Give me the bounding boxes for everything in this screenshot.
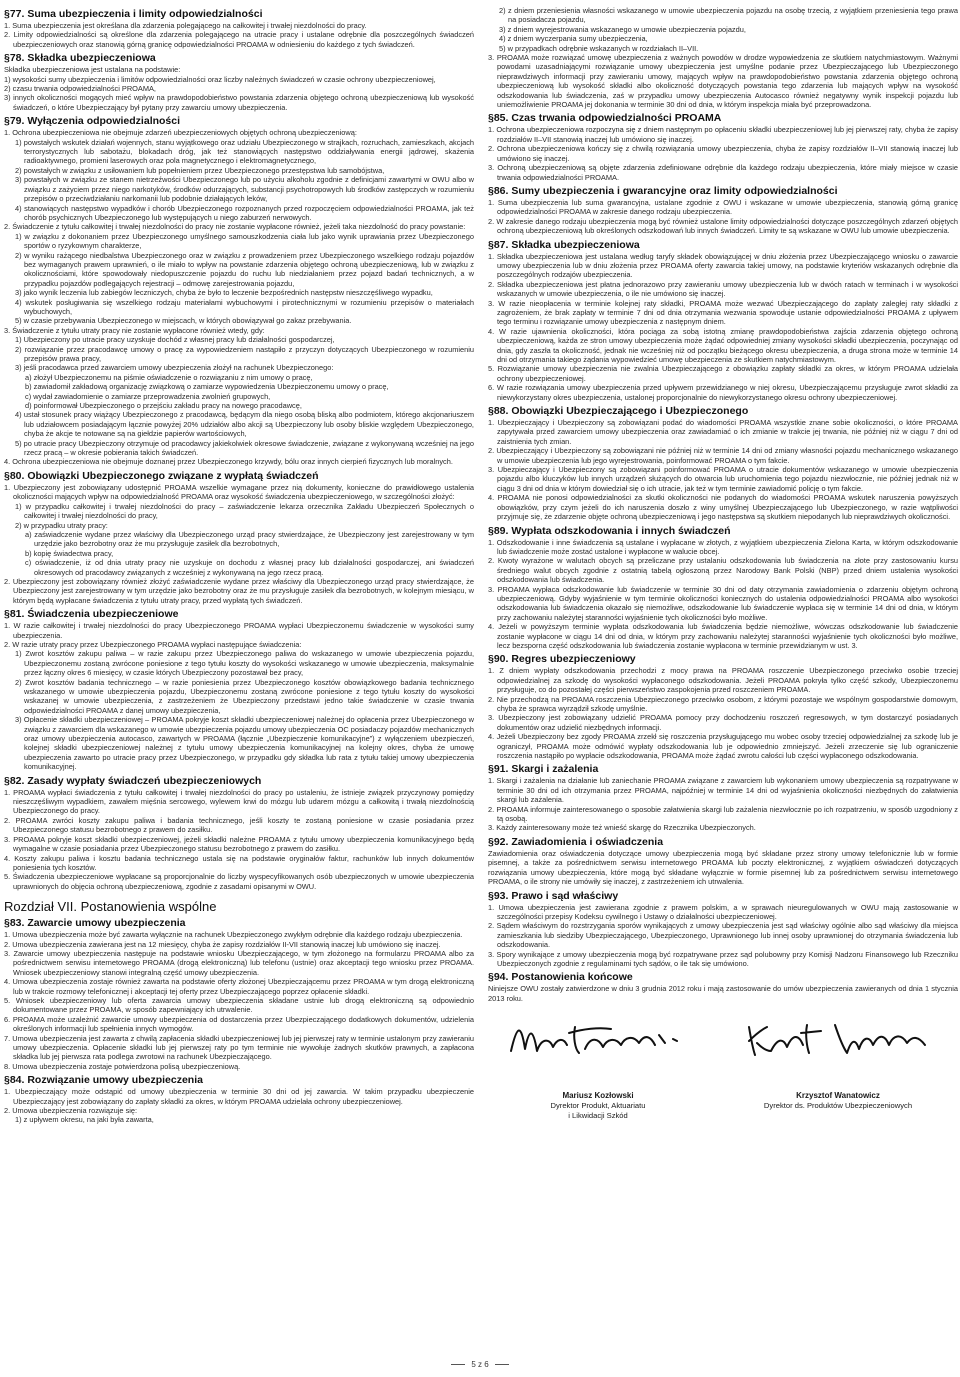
paragraph: 2. Sądem właściwym do rozstrzygania sporów wynikających z umowy ubezpieczenia jest sąd właściwy ogólnie albo sąd właściwy dla miejsca zamieszkania lub siedziby Ubezpieczającego, Ubezpieczonego, Uprawnionego lub innej osoby uprawnionej do otrzymania świadczenia lub odszkodowania. — [488, 921, 958, 950]
paragraph: 3. Zawarcie umowy ubezpieczenia następuje na podstawie wniosku Ubezpieczającego, w tym złożonego na formularzu PROAMA albo za pośrednictwem serwisu internetowego PROAMA (drogą elektroniczną) lub telefonu (ustnie) oraz akceptacji tego wniosku przez PROAMA. Wniosek ubezpieczeniowy stanowi integralną część umowy ubezpieczenia. — [4, 948, 474, 977]
section-88 — [488, 405, 958, 521]
list-item: 1) Zwrot kosztów zakupu paliwa – w razie zakupu przez Ubezpieczonego paliwa do wskazanego w umowie ubezpieczenia pojazdu, Ubezpieczonemu zostaną zwrócone poniesione z tego tytułu koszty do wysokości wskazanego w umowie ubezpieczenia, maksymalnie przez łączny okres 6 miesięcy, w czasie których Ubezpieczony pozostawał bez pracy, — [15, 649, 474, 678]
paragraph: 6. PROAMA może uzależnić zawarcie umowy ubezpieczenia od dostarczenia przez Ubezpieczającego dodatkowych dokumentów, udzielenia określonych informacji lub spełnienia innych wymogów. — [4, 1014, 474, 1034]
paragraph: 1. Skargi i zażalenia na działanie lub zaniechanie PROAMA związane z zawarciem lub wykonaniem umowy ubezpieczenia są rozpatrywane w terminie 30 dni od ich otrzymania przez PROAMA, najpóźniej w terminie 14 dni od wyjaśnienia okoliczności niezbędnych do załatwienia skargi lub zażalenia. — [488, 776, 958, 805]
paragraph: 3. Każdy zainteresowany może też wnieść skargę do Rzecznika Ubezpieczonych. — [488, 823, 756, 833]
section-84-continued — [488, 6, 958, 109]
list-item: d) poinformował Ubezpieczonego o przejściu zakładu pracy na nowego pracodawcę, — [25, 401, 302, 411]
section-86 — [488, 185, 958, 236]
section-title: §81. Świadczenia ubezpieczeniowe — [4, 608, 179, 621]
list-item: 3) powstałych w związku ze stanem nietrzeźwości Ubezpieczonego lub po użyciu alkoholu zgodnie z definicjami zawartymi w OWU albo w związku z zażyciem przez niego narkotyków, środków odurzających, substancji psychotropowych lub środków zastępczych w rozumieniu przepisów o przeciwdziałaniu narkomanii lub podobnie działających leków, — [15, 175, 474, 204]
page-number — [0, 1360, 960, 1369]
list-item: c) wydał zawiadomienie o zamiarze przeprowadzenia zwolnień grupowych, — [25, 391, 271, 401]
paragraph: 4. Ochrona ubezpieczeniowa nie obejmuje doznanej przez Ubezpieczonego krzywdy, bólu oraz innych cierpień fizycznych lub moralnych. — [4, 457, 453, 467]
paragraph: 1. Z dniem wypłaty odszkodowania przechodzi z mocy prawa na PROAMA roszczenie Ubezpieczonego przeciwko osobie trzeciej odpowiedzialnej za szkodę do wysokości wypłaconego odszkodowania. Jeżeli PROAMA pokryła tylko część szkody, Ubezpieczonemu przysługuje, co do pozostałej części pierwszeństwo zaspokojenia przed roszczeniem PROAMA. — [488, 666, 958, 695]
list-item: 1) w związku z dokonaniem przez Ubezpieczonego umyślnego samouszkodzenia ciała lub jako wynik uprawiania przez Ubezpieczonego sportów o ryzykownym charakterze, — [15, 231, 474, 251]
paragraph: 2. PROAMA informuje zainteresowanego o sposobie załatwienia skargi lub zażalenia niezwłocznie po ich rozpatrzeniu, w sposób uzgodniony z tą osobą. — [488, 804, 958, 824]
list-item: 2) z dniem przeniesienia własności wskazanego w umowie ubezpieczenia pojazdu na osobę trzecią, z wyjątkiem przeniesienia tego prawa na posiadacza pojazdu, — [499, 6, 958, 25]
list-item: 4) stanowiących następstwo wypadków i chorób Ubezpieczonego rozpoznanych przed rozpoczęciem odpowiedzialności PROAMA, jak też chorób psychicznych Ubezpieczonego lub występujących u niego zaburzeń nerwowych. — [15, 203, 474, 222]
section-title: §82. Zasady wypłaty świadczeń ubezpieczeniowych — [4, 774, 262, 787]
list-item: b) zawiadomił zakładową organizację związkową o zamiarze wypowiedzenia Ubezpieczonemu umowy o pracę, — [25, 382, 389, 392]
section-title: §84. Rozwiązanie umowy ubezpieczenia — [4, 1074, 203, 1087]
paragraph: 2. Ubezpieczony jest zobowiązany również złożyć zaświadczenie wydane przez właściwy dla Ubezpieczonego urząd pracy stwierdzające, że Ubezpieczony jest zarejestrowany w tym urzędzie jako bezrobotny oraz że mu przysługuje zasiłek dla bezrobotnych, w kolejnym miesiącu, w którym będą wypłacane świadczenia z tytułu utraty pracy, przed wypłatą tych świadczeń. — [4, 576, 474, 605]
paragraph: Zawiadomienia oraz oświadczenia dotyczące umowy ubezpieczenia mogą być składane przez strony umowy telefonicznie lub w formie pisemnej, a także za pośrednictwem serwisu internetowego PROAMA lub poczty elektronicznej, z wyjątkiem oświadczeń dotyczących rozwiązania umowy ubezpieczenia, które mogą być składane wyłącznie w formie pisemnej lub za pośrednictwem serwisu internetowego PROAMA, o ile strony nie umówiły się inaczej, z zastrzeżeniem ich utrwalenia. — [488, 848, 958, 887]
paragraph: 4. W razie ujawnienia okoliczności, która pociąga za sobą istotną zmianę prawdopodobieństwa zajścia zdarzenia objętego ochroną ubezpieczeniową, każda ze stron umowy ubezpieczenia może żądać odpowiedniej zmiany wysokości składki ubezpieczenia, poczynając od dnia, gdy zaszła ta okoliczność, jednak nie wcześniej niż od początku bieżącego okresu ubezpieczenia, a druga strona może w terminie 14 dni od otrzymania takiego żądania wypowiedzieć umowę ubezpieczenia ze skutkiem natychmiastowym. — [488, 326, 958, 364]
list-item: 2) powstałych w związku z usiłowaniem lub popełnieniem przez Ubezpieczonego przestępstwa lub samobójstwa, — [15, 165, 385, 175]
list-item: 4) z dniem wyczerpania sumy ubezpieczenia, — [499, 34, 648, 44]
paragraph: 3. Ubezpieczający i Ubezpieczony są zobowiązani poinformować PROAMA o utracie dokumentów wskazanego w umowie ubezpieczenia pojazdu albo kluczyków lub innych urządzeń służących do otwarcia lub uruchomienia tego pojazdu niezwłocznie, nie później jednak niż w ciągu 3 dni od dnia w którym dowiedział się o ich utracie, jak też w tym terminie zawiadomić policję o tym fakcie. — [488, 465, 958, 493]
paragraph: 7. Umowa ubezpieczenia jest zawarta z chwilą zapłacenia składki ubezpieczeniowej lub jej pierwszej raty w terminie ustalonym przy zawieraniu umowy ubezpieczenia. Opłacenie składki lub jej pierwszej raty po tym terminie nie wywołuje żadnych skutków prawnych, a zapłacona składka lub jej pierwsza rata podlega zwrotowi na rachunek Ubezpieczającego. — [4, 1033, 474, 1062]
section-93 — [488, 890, 958, 969]
section-title: §92. Zawiadomienia i oświadczenia — [488, 835, 664, 848]
list-item: 2) czasu trwania odpowiedzialności PROAMA, — [4, 84, 156, 94]
list-item: 3) Opłacenie składki ubezpieczeniowej – PROAMA pokryje koszt składki ubezpieczeniowej należnej do opłacenia przez Ubezpieczonego w związku z zawarciem dla wskazanego w umowie ubezpieczenia pojazdu umowy ubezpieczenia OC posiadaczy pojazdów mechanicznych oraz umowy ubezpieczenia autocasco, zawartych w PROAMA (łącznie „Ubezpieczenie komunikacyjne”) z wyłączeniem ubezpieczeń, kolejnej składki ubezpieczeniowej należnej z tytułu umowy ubezpieczenia komunikacyjnej na kolejny okres, chyba że umowę ubezpieczenia zawarto po utracie pracy przez Ubezpieczonego, w przypadku gdy składka lub rata z tytułu takiej umowy ubezpieczenia komunikacyjnej. — [15, 715, 474, 772]
paragraph: 1. Suma ubezpieczenia jest określana dla zdarzenia polegającego na całkowitej i trwałej niezdolności do pracy. — [4, 21, 367, 30]
paragraph: 2. W zakresie danego rodzaju ubezpieczenia mogą być również ustalone limity odpowiedzialności dotyczące poszczególnych zdarzeń objętych ochroną ubezpieczeniową lub określonych odszkodowań lub innych świadczeń. Limity te są wskazane w OWU lub umowie ubezpieczenia. — [488, 216, 958, 236]
paragraph: 1. W razie całkowitej i trwałej niezdolności do pracy Ubezpieczonego PROAMA wypłaci Ubezpieczonemu świadczenie w wysokości sumy ubezpieczenia. — [4, 621, 474, 640]
section-83 — [4, 917, 474, 1071]
list-item: 1) w przypadku całkowitej i trwałej niezdolności do pracy – zaświadczenie lekarza orzecznika Zakładu Ubezpieczeń Społecznych o całkowitej i trwałej niezdolności do pracy, — [15, 501, 474, 521]
section-80 — [4, 470, 474, 605]
paragraph: 1. Umowa ubezpieczenia może być zawarta wyłącznie na rachunek Ubezpieczonego zwykłym odrębnie dla każdego rodzaju ubezpieczenia. — [4, 930, 463, 940]
divider — [451, 1364, 465, 1365]
section-title: §79. Wyłączenia odpowiedzialności — [4, 115, 181, 128]
section-title: §80. Obowiązki Ubezpieczonego związane z wypłatą świadczeń — [4, 469, 319, 482]
paragraph: 3. W razie nieopłacenia w terminie kolejnej raty składki, PROAMA może wezwać Ubezpieczającego do zapłaty zaległej raty składki z zagrożeniem, że brak zapłaty w terminie 7 dni od dnia otrzymania wezwania spowoduje ustanie odpowiedzialności PROAMA z upływem tego terminu i rozwiązanie umowy ubezpieczenia z następnym dniem. — [488, 298, 958, 327]
section-89 — [488, 525, 958, 651]
paragraph: 3. PROAMA pokryje koszt składki ubezpieczeniowej, jeżeli składki należne PROAMA z tytułu umowy ubezpieczenia komunikacyjnego będą wymagalne w czasie posiadania przez Ubezpieczonego statusu bezrobotnego z prawem do zasiłku. — [4, 834, 474, 854]
paragraph: 8. Umowa ubezpieczenia zostaje potwierdzona polisą ubezpieczeniową. — [4, 1061, 241, 1071]
signatory-role: Dyrektor ds. Produktów Ubezpieczeniowych — [763, 1101, 913, 1111]
list-item: 2) Zwrot kosztów badania technicznego – w razie poniesienia przez Ubezpieczonego kosztów obowiązkowego badania technicznego wskazanego w umowie ubezpieczenia pojazdu, Ubezpieczonemu zostaną zwrócone poniesione z tego tytułu koszty do wysokości wskazanej w umowie ubezpieczenia, z zastrzeżeniem że Ubezpieczony przedstawi jedno takie świadczenie w czasie trwania odpowiedzialności PROAMA z danej umowy ubezpieczenia, — [15, 677, 474, 715]
list-item: 4) ustał stosunek pracy wiążący Ubezpieczonego z pracodawcą, będącym dla niego osobą bliską albo podmiotem, którego akcjonariuszem lub udziałowcem posiadającym łącznie powyżej 20% udziałów albo akcji są Ubezpieczony lub osoby bliskie względem Ubezpieczonego, chyba że akcje te notowane są na giełdzie papierów wartościowych, — [15, 410, 474, 439]
paragraph: 2. Kwoty wyrażone w walutach obcych są przeliczane przy ustalaniu odszkodowania lub świadczenia na złote przy zastosowaniu kursu średniego walut obcych zgodnie z ostatnią tabelą ogłoszoną przez Narodowy Bank Polski (NBP) przed dniem ustalenia wysokości odszkodowania lub świadczenia. — [488, 556, 958, 585]
section-84 — [4, 1074, 474, 1125]
section-title: §86. Sumy ubezpieczenia i gwarancyjne oraz limity odpowiedzialności — [488, 184, 838, 197]
paragraph: 3. PROAMA wypłaca odszkodowanie lub świadczenie w terminie 30 dni od daty otrzymania zawiadomienia o zdarzeniu objętym ochroną ubezpieczeniową. Gdyby wyjaśnienie w tym terminie okoliczności koniecznych do ustalenia odpowiedzialności PROAMA albo wysokości odszkodowania lub świadczenia okazało się niemożliwe, odszkodowanie lub świadczenie wypłaca się w terminie 14 dni od dnia, w którym przy zachowaniu należytej staranności wyjaśnienie tych okoliczności było możliwe. — [488, 584, 958, 622]
section-title: §90. Regres ubezpieczeniowy — [488, 653, 636, 666]
paragraph: 1. PROAMA wypłaci świadczenia z tytułu całkowitej i trwałej niezdolności do pracy po ustaleniu, że istnieje związek przyczynowy pomiędzy nieszczęśliwym wypadkiem, zawałem mięśnia sercowego, wylewem krwi do mózgu lub udarem mózgu a całkowitą i trwałą niezdolnością Ubezpieczonego do pracy. — [4, 787, 474, 816]
paragraph: 1. Składka ubezpieczeniowa jest ustalana według taryfy składek obowiązującej w dniu złożenia przez Ubezpieczającego wniosku o zawarcie umowy ubezpieczenia lub w dniu złożenia przez PROAMA oferty zawarcia takiej umowy, na podstawie kryteriów wskazanych odrębnie dla poszczególnych rodzajów ubezpieczenia. — [488, 251, 958, 280]
paragraph: 4. Jeżeli w powyższym terminie wypłata odszkodowania lub świadczenia będzie niemożliwe, wówczas odszkodowanie lub świadczenie zostanie wypłacone w ciągu 14 dni od dnia, w którym przy zachowaniu należytej staranności wyjaśnienie tych okoliczności było możliwe, lecz bezsporna część odszkodowania lub świadczenia zostanie wypłacona w terminie przewidzianym w ust. 3. — [488, 622, 958, 650]
list-item: c) oświadczenie, iż od dnia utraty pracy nie uzyskuje on dochodu z własnej pracy lub działalności gospodarczej, ani świadczeń okresowych od pracodawcy związanych z wcześniej z wykonywaną na jego rzecz pracą. — [25, 558, 474, 577]
paragraph: 1. Umowa ubezpieczenia jest zawierana zgodnie z prawem polskim, a w sprawach nieuregulowanych w OWU mają zastosowanie w szczególności przepisy Kodeksu cywilnego i Ustawy o działalności ubezpieczeniowej. — [488, 902, 958, 921]
signature-wanatowicz — [738, 1015, 938, 1111]
list-item: 3) z dniem wyrejestrowania wskazanego w umowie ubezpieczenia pojazdu, — [499, 24, 746, 34]
right-column — [488, 6, 958, 1346]
section-title: §88. Obowiązki Ubezpieczającego i Ubezpieczonego — [488, 405, 749, 418]
section-81 — [4, 608, 474, 772]
paragraph: 3. PROAMA może rozwiązać umowę ubezpieczenia z ważnych powodów w drodze wypowiedzenia ze skutkiem natychmiastowym. Ważnymi powodami uzasadniającymi rozwiązanie umowy ubezpieczenia jest umyślne podanie przez Ubezpieczającego lub Ubezpieczonego nieprawdziwych informacji przy zawieraniu umowy, mających wpływ na prawdopodobieństwo powstania zdarzenia objętego ochroną ubezpieczeniową lub wysokość składki albo okoliczność dotyczących powstania tego zdarzenia lub mających wpływ na wysokość odszkodowania lub świadczenia, zaś w przypadku umowy ubezpieczenia Autocasco również negatywny wynik inspekcji pojazdu lub uniemożliwienie PROAMA jej dokonania w terminie 30 dni od dnia, w którym inspekcja miała być przeprowadzona. — [488, 53, 958, 110]
list-item: 5) w przypadkach odrębnie wskazanych w rozdziałach II–VII. — [499, 43, 699, 53]
paragraph: 2. Limity odpowiedzialności są określone dla zdarzenia polegającego na utracie pracy i ustalane odrębnie dla poszczególnych świadczeń ubezpieczeniowych oraz stanowią górną granicę odpowiedzialności PROAMA w odniesieniu do każdego z tych świadczeń. — [4, 30, 474, 49]
section-title: §91. Skargi i zażalenia — [488, 763, 599, 776]
paragraph: 2. Ochrona ubezpieczeniowa kończy się z chwilą rozwiązania umowy ubezpieczenia, chyba że zapisy rozdziałów II–VII stanowią inaczej lub umówiono się inaczej. — [488, 144, 958, 163]
paragraph: 5. Świadczenia ubezpieczeniowe wypłacane są proporcjonalnie do liczby wyspecyfikowanych osób ubezpieczonych w umowie ubezpieczenia uprawnionych do objęcia ochroną ubezpieczeniową, zgodnie z zasadami opisanymi w OWU. — [4, 872, 474, 891]
list-item: 5) w czasie przebywania Ubezpieczonego w miejscach, w których obowiązywał go zakaz przebywania. — [15, 316, 352, 326]
paragraph: 4. Umowa ubezpieczenia zostaje również zawarta na podstawie oferty złożonej Ubezpieczającemu przez PROAMA w tym drogą elektroniczną lub w trakcie rozmowy telefonicznej i akceptacji tej oferty przez Ubezpieczającego poprzez opłacenie składki. — [4, 977, 474, 996]
paragraph: 2. Składka ubezpieczeniowa jest płatna jednorazowo przy zawieraniu umowy ubezpieczenia lub w dwóch ratach w terminach i w wysokości wskazanych w umowie ubezpieczenia, o ile nie umówiono się inaczej. — [488, 279, 958, 299]
paragraph: 1. Ochrona ubezpieczeniowa rozpoczyna się z dniem następnym po opłaceniu składki ubezpieczeniowej lub jej pierwszej raty, chyba że zapisy rozdziałów II–VII stanowią inaczej lub umówiono się inaczej. — [488, 125, 958, 144]
paragraph: 3. Ubezpieczony jest zobowiązany udzielić PROAMA pomocy przy dochodzeniu roszczeń regresowych, w tym dostarczyć posiadanych dokumentów oraz udzielić niezbędnych informacji. — [488, 713, 958, 732]
list-item: 2) rozwiązanie przez pracodawcę umowy o pracę za wypowiedzeniem nastąpiło z przyczyn dotyczących Ubezpieczonego w rozumieniu przepisów prawa pracy, — [15, 344, 474, 363]
page-number-text: 5 z 6 — [471, 1360, 489, 1369]
section-title: §94. Postanowienia końcowe — [488, 971, 633, 984]
paragraph: 1. Ochrona ubezpieczeniowa nie obejmuje zdarzeń ubezpieczeniowych objętych ochroną ubezpieczeniową: — [4, 128, 357, 138]
section-title: §89. Wypłata odszkodowania i innych świadczeń — [488, 524, 731, 537]
paragraph: 2. PROAMA zwróci koszty zakupu paliwa i badania technicznego, jeśli koszty te zostaną poniesione w czasie posiadania przez Ubezpieczonego statusu bezrobotnego z prawem do zasiłku. — [4, 815, 474, 835]
section-91 — [488, 763, 958, 832]
section-title: §78. Składka ubezpieczeniowa — [4, 52, 156, 65]
left-column — [4, 6, 474, 1346]
paragraph: 4. Jeżeli Ubezpieczony bez zgody PROAMA zrzekł się roszczenia przysługującego mu wobec osoby trzeciej odpowiedzialnej za szkodę lub je ograniczył, PROAMA może odmówić wypłaty odszkodowania lub je odpowiednio zmniejszyć. Jeżeli zrzeczenie się lub ograniczenie roszczenia nastąpiło po wypłacie odszkodowania, PROAMA może żądać zwrotu całości lub części wypłaconego odszkodowania. — [488, 732, 958, 761]
section-78 — [4, 52, 474, 112]
list-item: a) zaświadczenie wydane przez właściwy dla Ubezpieczonego urząd pracy stwierdzające, że Ubezpieczony jest zarejestrowany w tym urzędzie jako bezrobotny oraz że mu przysługuje zasiłek dla bezrobotnych, — [25, 529, 474, 549]
paragraph: 2. Umowa ubezpieczenia zawierana jest na 12 miesięcy, chyba że zapisy rozdziałów II-VII stanowią inaczej lub umówiono się inaczej. — [4, 939, 441, 949]
list-item: 1) z upływem okresu, na jaki była zawarta, — [15, 1115, 154, 1125]
paragraph: 2. Nie przechodzą na PROAMA roszczenia Ubezpieczonego przeciwko osobom, z którymi pozostaje we wspólnym gospodarstwie domowym, chyba że sprawca wyrządził szkodę umyślnie. — [488, 694, 958, 713]
list-item: 4) wskutek posługiwania się wszelkiego rodzaju materiałami wybuchowymi i pirotechnicznymi w rozumieniu przepisów o materiałach wybuchowych, — [15, 297, 474, 316]
signatory-name: Mariusz Kozłowski — [562, 1091, 634, 1101]
divider — [495, 1364, 509, 1365]
list-item: 5) po utracie pracy Ubezpieczony otrzymuje od pracodawcy jakiekolwiek okresowe świadczenie, związane z wykonywaną wcześniej na jego rzecz pracą – w okresie pobierania takich świadczeń. — [15, 438, 474, 458]
list-item: 3) innych okoliczności mogących mieć wpływ na prawdopodobieństwo powstania zdarzenia objętego ochroną ubezpieczeniową lub wysokość świadczeń, o które Ubezpieczający był pytany przy zawarciu umowy ubezpieczenia. — [4, 93, 474, 112]
section-77 — [4, 8, 474, 49]
signature-block — [488, 1015, 958, 1145]
list-item: 3) jako wynik leczenia lub zabiegów leczniczych, chyba że było to leczenie bezpośrednich następstw nieszczęśliwego wypadku, — [15, 288, 433, 298]
paragraph: 2. W razie utraty pracy przez Ubezpieczonego PROAMA wypłaci następujące świadczenia: — [4, 639, 302, 649]
list-item: 3) jeśli pracodawca przed zawarciem umowy ubezpieczenia złożył na rachunek Ubezpieczonego: — [15, 363, 334, 373]
section-title: §93. Prawo i sąd właściwy — [488, 889, 619, 902]
paragraph: 2. Świadczenie z tytułu całkowitej i trwałej niezdolności do pracy nie zostanie wypłacone również, jeżeli taka niezdolność do pracy powstanie: — [4, 222, 466, 232]
list-item: 1) powstałych wskutek działań wojennych, stanu wyjątkowego oraz udziału Ubezpieczonego w strajkach, rozruchach, zamieszkach, akcjach terrorystycznych lub sabotażu, blokadach dróg, jak też stanowiących następstwo oddziaływania energii jądrowej, skażenia radioaktywnego, promieni laserowych oraz pola magnetycznego i elektromagnetycznego, — [15, 137, 474, 166]
section-82 — [4, 775, 474, 891]
paragraph: 3. Ochroną ubezpieczeniową są objęte zdarzenia zdefiniowane odrębnie dla każdego rodzaju ubezpieczenia, które miały miejsce w czasie trwania odpowiedzialności PROAMA. — [488, 163, 958, 182]
chapter-title: Rozdział VII. Postanowienia wspólne — [4, 899, 217, 915]
section-title: §87. Składka ubezpieczeniowa — [488, 238, 640, 251]
paragraph: 1. Odszkodowanie i inne świadczenia są ustalane i wypłacane w złotych, z wyjątkiem ubezpieczenia Zielona Karta, w którym odszkodowanie lub świadczenie może zostać ustalone i wypłacone w walucie obcej. — [488, 537, 958, 556]
handwritten-signature-icon — [743, 1015, 933, 1063]
paragraph: 5. Wniosek ubezpieczeniowy lub oferta zawarcia umowy ubezpieczenia składane ustnie lub drogą elektroniczną są odpowiednio dokumentowane przez PROAMA, w sposób zapewniający ich utrwalenie. — [4, 995, 474, 1015]
section-title: §77. Suma ubezpieczenia i limity odpowiedzialności — [4, 8, 263, 20]
signatory-name: Krzysztof Wanatowicz — [796, 1091, 880, 1101]
section-79 — [4, 115, 474, 467]
paragraph: 3. Świadczenie z tytułu utraty pracy nie zostanie wypłacone również wtedy, gdy: — [4, 325, 265, 335]
paragraph: 4. PROAMA nie ponosi odpowiedzialności za skutki okoliczności nie podanych do wiadomości PROAMA wskutek naruszenia powyższych obowiązków, przy czym jeżeli do ich naruszenia doszło z winy umyślnej Ubezpieczającego lub Ubezpieczonego, w razie wątpliwości przyjmuje się, że zdarzenie objęte ochroną ubezpieczeniową i jego następstwa są skutkiem niepodanych lub nieprawdziwych okoliczności. — [488, 493, 958, 522]
paragraph: 1. Ubezpieczony jest zobowiązany udostępnić PROAMA wszelkie wymagane przez nią dokumenty, konieczne do prawidłowego ustalenia okoliczności mających wpływ na odpowiedzialność PROAMA oraz wysokość świadczenia ubezpieczeniowego, w szczególności złożyć: — [4, 482, 474, 502]
paragraph: 1. Suma ubezpieczenia lub suma gwarancyjna, ustalane zgodnie z OWU i wskazane w umowie ubezpieczenia, stanowią górną granicę odpowiedzialności PROAMA w zakresie danego rodzaju ubezpieczenia. — [488, 197, 958, 217]
handwritten-signature-icon — [503, 1015, 693, 1063]
section-87 — [488, 239, 958, 403]
paragraph: 5. Rozwiązanie umowy ubezpieczenia nie zwalnia Ubezpieczającego z obowiązku zapłaty składki za okres, w którym PROAMA udzielała ochrony ubezpieczeniowej. — [488, 364, 958, 383]
list-item: 2) w wyniku rażącego niedbalstwa Ubezpieczonego oraz w związku z prowadzeniem przez Ubezpieczonego wszelkiego rodzaju pojazdów bez wymaganych prawem uprawnień, o ile miało to wpływ na powstanie zdarzenia objętego ochroną ubezpieczeniową, lub w związku z okolicznościami, które spowodowały niedopuszczenie pojazdu do ruchu lub niedziałaniem przez pojazd badań technicznych, a w przypadku pojazdów podlegających rejestracji – odmowę zarejestrowania pojazdu, — [15, 250, 474, 288]
paragraph: 2. Umowa ubezpieczenia rozwiązuje się: — [4, 1106, 138, 1116]
section-90 — [488, 653, 958, 760]
paragraph: Niniejsze OWU zostały zatwierdzone w dniu 3 grudnia 2012 roku i mają zastosowanie do umów ubezpieczenia zawieranych od dnia 1 stycznia 2013 roku. — [488, 984, 958, 1003]
section-85 — [488, 112, 958, 181]
section-92 — [488, 836, 958, 887]
paragraph: 3. Spory wynikające z umowy ubezpieczenia mogą być rozpatrywane przez sąd polubowny przy Komisji Nadzoru Finansowego lub Rzeczniku Ubezpieczonych zgodnie z regulaminami tych sądów, o ile tak się umówiono. — [488, 949, 958, 968]
section-title: §85. Czas trwania odpowiedzialności PROAMA — [488, 112, 722, 125]
list-item: b) kopię świadectwa pracy, — [25, 548, 114, 558]
paragraph: 1. Ubezpieczający i Ubezpieczony są zobowiązani podać do wiadomości PROAMA wszystkie znane sobie okoliczności, o które PROAMA zapytywała przed zawarciem umowy ubezpieczenia oraz zawiadamiać o ich zmianie w trakcie jej trwania, nie później niż w ciągu 7 dni od zaistnienia tych zmian. — [488, 418, 958, 446]
section-94 — [488, 971, 958, 1003]
section-title: §83. Zawarcie umowy ubezpieczenia — [4, 917, 186, 930]
signatory-role: Dyrektor Produkt, Aktuariatu — [550, 1101, 646, 1111]
signature-kozlowski — [498, 1015, 698, 1120]
list-item: 2) w przypadku utraty pracy: — [15, 520, 108, 530]
paragraph: 2. Ubezpieczający i Ubezpieczony są zobowiązani nie później niż w terminie 14 dni od zmiany własności pojazdu mechanicznego wskazanego w umowie ubezpieczenia lub jego wyrejestrowania, poinformować PROAMA o tym fakcie. — [488, 446, 958, 465]
paragraph: Składka ubezpieczeniowa jest ustalana na podstawie: — [4, 65, 181, 75]
list-item: 1) wysokości sumy ubezpieczenia i limitów odpowiedzialności oraz liczby należnych świadczeń w czasie ochrony ubezpieczeniowej, — [4, 74, 436, 84]
paragraph: 4. Koszty zakupu paliwa i kosztu badania technicznego ustala się na podstawie oryginałów faktur, rachunków lub innych dokumentów poniesienia tych kosztów. — [4, 853, 474, 872]
list-item: a) złożył Ubezpieczonemu na piśmie oświadczenie o rozwiązaniu z nim umowy o pracę, — [25, 372, 313, 382]
paragraph: 1. Ubezpieczający może odstąpić od umowy ubezpieczenia w terminie 30 dni od jej zawarcia. W takim przypadku ubezpieczenie Ubezpieczający jest zobowiązany do zapłaty składki za okres, w którym PROAMA udzielała ochrony ubezpieczeniowej. — [4, 1087, 474, 1106]
signatory-role: i Likwidacji Szkód — [568, 1110, 628, 1120]
list-item: 1) Ubezpieczony po utracie pracy uzyskuje dochód z własnej pracy lub działalności gospodarczej, — [15, 335, 335, 345]
paragraph: 6. W razie rozwiązania umowy ubezpieczenia przed upływem przewidzianego w niej okresu, Ubezpieczającemu przysługuje zwrot składki za niewykorzystany okres ubezpieczenia, ustalonej proporcjonalnie do niewykorzystanego okresu ochrony ubezpieczeniowej. — [488, 383, 958, 402]
